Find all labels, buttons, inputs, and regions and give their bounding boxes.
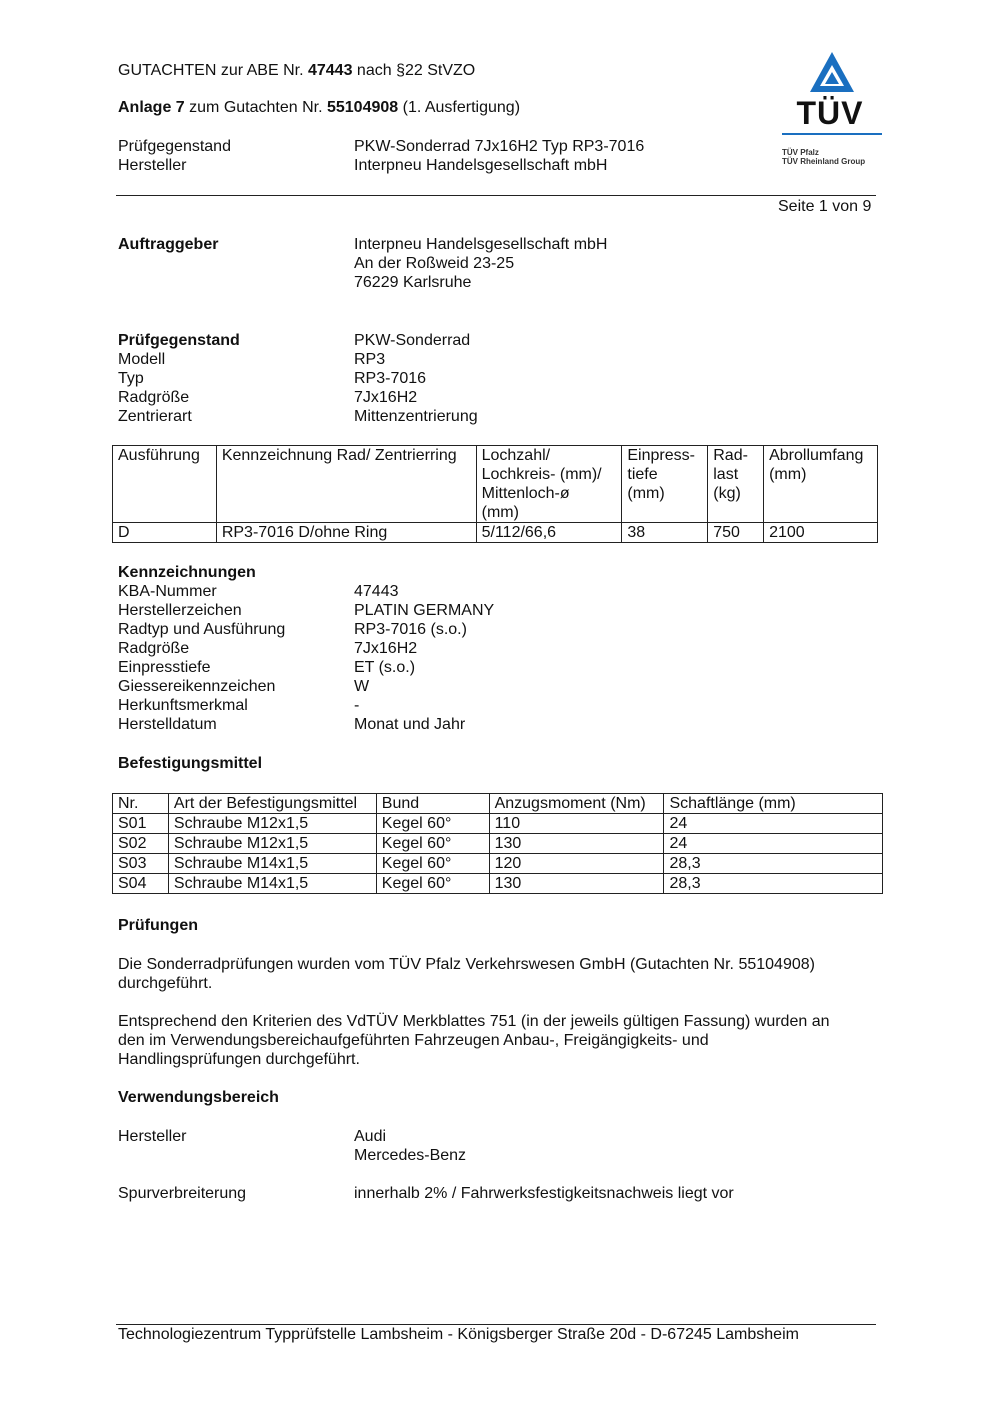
document-subtitle: Anlage 7 zum Gutachten Nr. 55104908 (1. Ausfertigung) [118, 99, 521, 116]
table-header-cell: Einpress- tiefe (mm) [622, 446, 708, 523]
document-title: GUTACHTEN zur ABE Nr. 47443 nach §22 StVZO [118, 62, 476, 79]
spurverbreiterung-value: innerhalb 2% / Fahrwerksfestigkeitsnachweis liegt vor [354, 1185, 734, 1202]
table-header-cell: Ausführung [113, 446, 217, 523]
header-divider [116, 195, 876, 196]
table-cell: 750 [708, 523, 764, 543]
kennzeichnungen-heading: Kennzeichnungen [118, 564, 256, 581]
pruefgegenstand-values: PKW-Sonderrad RP3 RP3-7016 7Jx16H2 Mittenzentrierung [354, 332, 478, 425]
table-header-cell: Art der Befestigungsmittel [168, 794, 376, 814]
header-pruefgegenstand-value: PKW-Sonderrad 7Jx16H2 Typ RP3-7016 [354, 138, 645, 155]
table-header-cell: Lochzahl/ Lochkreis- (mm)/ Mittenloch-ø (mm) [476, 446, 622, 523]
tuev-logo-name: TÜV [796, 95, 864, 131]
kennzeichnungen-labels: Kennzeichnungen KBA-Nummer Herstellerzeichen Radtyp und Ausführung Radgröße Einpresstiefe Giessereikennzeichen Herkunftsmerkmal Herstelldatum [118, 564, 286, 733]
table-header-row [113, 446, 878, 523]
table-header-cell: Bund [376, 794, 489, 814]
page-number: Seite 1 von 9 [778, 198, 872, 215]
pruefungen-paragraph-1: Die Sonderradprüfungen wurden vom TÜV Pfalz Verkehrswesen GmbH (Gutachten Nr. 55104908) durchgeführt. [118, 956, 815, 992]
befestigungsmittel-heading: Befestigungsmittel [118, 755, 263, 772]
abe-number: 47443 [307, 62, 353, 79]
spurverbreiterung-label: Spurverbreiterung [118, 1185, 247, 1202]
table-cell: 38 [622, 523, 708, 543]
auftraggeber-address: Interpneu Handelsgesellschaft mbH An der Roßweid 23-25 76229 Karlsruhe [354, 236, 608, 291]
table-row: S03 Schraube M14x1,5 Kegel 60° 120 28,3 [113, 854, 883, 874]
pruefgegenstand-heading: Prüfgegenstand [118, 332, 240, 349]
verwendungsbereich-hersteller-values: Audi Mercedes-Benz [354, 1128, 467, 1164]
table-cell: D [113, 523, 217, 543]
tuev-logo [780, 50, 884, 172]
pruefungen-paragraph-2: Entsprechend den Kriterien des VdTÜV Merkblattes 751 (in der jeweils gültigen Fassung) wurden an den im Verwendungsbereichaufgeführten Fahrzeugen Anbau-, Freigängigkeits- und Handlingsprüfungen durchgeführt. [118, 1013, 830, 1068]
tuev-logo-bar [782, 133, 882, 135]
table-row: S01 Schraube M12x1,5 Kegel 60° 110 24 [113, 814, 883, 834]
table-header-cell: Anzugsmoment (Nm) [489, 794, 664, 814]
table-cell: 2100 [764, 523, 878, 543]
table-row: S02 Schraube M12x1,5 Kegel 60° 130 24 [113, 834, 883, 854]
table-header-cell: Rad- last (kg) [708, 446, 764, 523]
header-hersteller-value: Interpneu Handelsgesellschaft mbH [354, 157, 608, 174]
gutachten-number: 55104908 [326, 99, 399, 116]
tuev-logo-sub: TÜV Pfalz TÜV Rheinland Group [782, 148, 866, 166]
table-row [113, 523, 878, 543]
tuev-triangle-icon [780, 50, 884, 98]
table-cell: RP3-7016 D/ohne Ring [216, 523, 476, 543]
header-hersteller-label: Hersteller [118, 157, 187, 174]
table-row: S04 Schraube M14x1,5 Kegel 60° 130 28,3 [113, 874, 883, 894]
verwendungsbereich-hersteller-label: Hersteller [118, 1128, 187, 1145]
table-header-cell: Abrollumfang (mm) [764, 446, 878, 523]
table-cell: 5/112/66,6 [476, 523, 622, 543]
footer-address: Technologiezentrum Typprüfstelle Lambsheim - Königsberger Straße 20d - D-67245 Lambsheim [118, 1326, 799, 1343]
table-header-cell: Schaftlänge (mm) [664, 794, 883, 814]
verwendungsbereich-heading: Verwendungsbereich [118, 1089, 279, 1106]
auftraggeber-label: Auftraggeber [118, 236, 219, 253]
table-header-row [113, 794, 883, 814]
table-header-cell: Kennzeichnung Rad/ Zentrierring [216, 446, 476, 523]
pruefgegenstand-labels: Prüfgegenstand Modell Typ Radgröße Zentrierart [118, 332, 240, 425]
pruefungen-heading: Prüfungen [118, 917, 198, 934]
table-header-cell: Nr. [113, 794, 169, 814]
befestigungsmittel-table [112, 793, 883, 894]
kennzeichnungen-values: 47443 PLATIN GERMANY RP3-7016 (s.o.) 7Jx16H2 ET (s.o.) W - Monat und Jahr [354, 583, 495, 733]
header-pruefgegenstand-label: Prüfgegenstand [118, 138, 231, 155]
ausfuehrung-table [112, 445, 878, 543]
